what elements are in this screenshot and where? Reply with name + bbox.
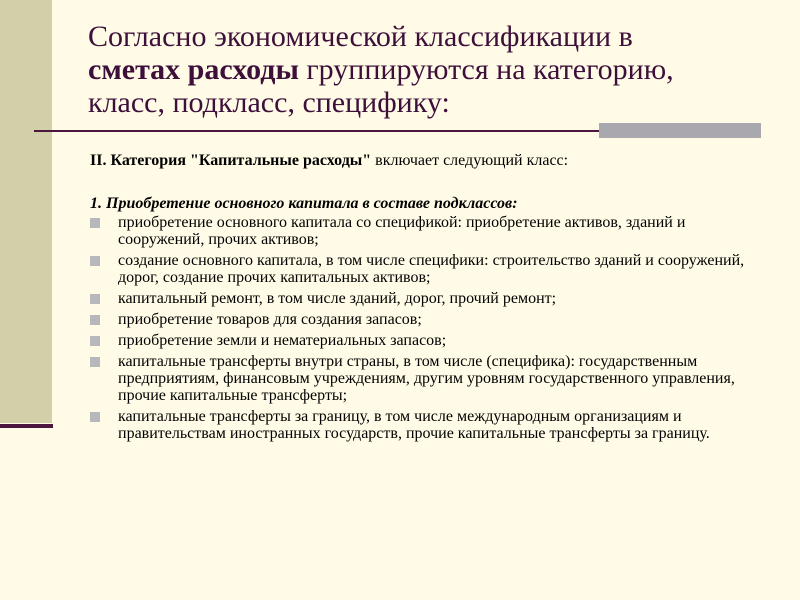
list-item xyxy=(90,353,770,404)
bullet-square-icon xyxy=(90,336,100,346)
title-bold-part: сметах расходы xyxy=(88,53,299,86)
bullet-square-icon xyxy=(90,357,100,367)
class-subheading: 1. Приобретение основного капитала в составе подклассов: xyxy=(90,195,518,212)
list-item-text: капитальные трансферты внутри страны, в том числе (специфика): государственным предприятиям, финансовым учреждениям, другим уровням государственного управления, прочие капитальные трансферты; xyxy=(118,353,735,404)
title-underline-accent xyxy=(599,123,761,138)
title-line-3: класс, подкласс, специфику: xyxy=(88,86,450,119)
slide-body xyxy=(90,152,770,446)
title-line-2 xyxy=(88,53,778,86)
list-item xyxy=(90,332,770,349)
bullet-square-icon xyxy=(90,412,100,422)
title-line-1: Согласно экономической классификации в xyxy=(88,20,633,53)
bullet-square-icon xyxy=(90,218,100,228)
list-item-text: приобретение земли и нематериальных запасов; xyxy=(118,332,447,349)
title-line-2-rest: группируются на категорию, xyxy=(298,53,674,86)
list-item xyxy=(90,408,770,442)
list-item xyxy=(90,214,770,248)
slide-title xyxy=(88,20,778,119)
list-item-text: создание основного капитала, в том числе специфики: строительство зданий и сооружений, дорог, создание прочих капитальных активов; xyxy=(118,252,745,286)
bullet-square-icon xyxy=(90,315,100,325)
list-item-text: капитальные трансферты за границу, в том числе международным организациям и правительствам иностранных государств, прочие капитальные трансферты за границу. xyxy=(118,408,710,442)
bullet-square-icon xyxy=(90,294,100,304)
list-item-text: капитальный ремонт, в том числе зданий, дорог, прочий ремонт; xyxy=(118,290,557,307)
category-heading xyxy=(90,152,770,169)
category-heading-rest: включает следующий класс: xyxy=(371,152,569,169)
list-item xyxy=(90,311,770,328)
list-item-text: приобретение основного капитала со спецификой: приобретение активов, зданий и сооружений, прочих активов; xyxy=(118,214,686,248)
subclass-list xyxy=(90,214,770,442)
list-item xyxy=(90,252,770,286)
side-decor-bar xyxy=(0,0,52,423)
bullet-square-icon xyxy=(90,256,100,266)
list-item-text: приобретение товаров для создания запасов; xyxy=(118,311,422,328)
list-item xyxy=(90,290,770,307)
side-decor-line xyxy=(0,424,53,428)
category-heading-bold: II. Категория "Капитальные расходы" xyxy=(90,152,372,169)
